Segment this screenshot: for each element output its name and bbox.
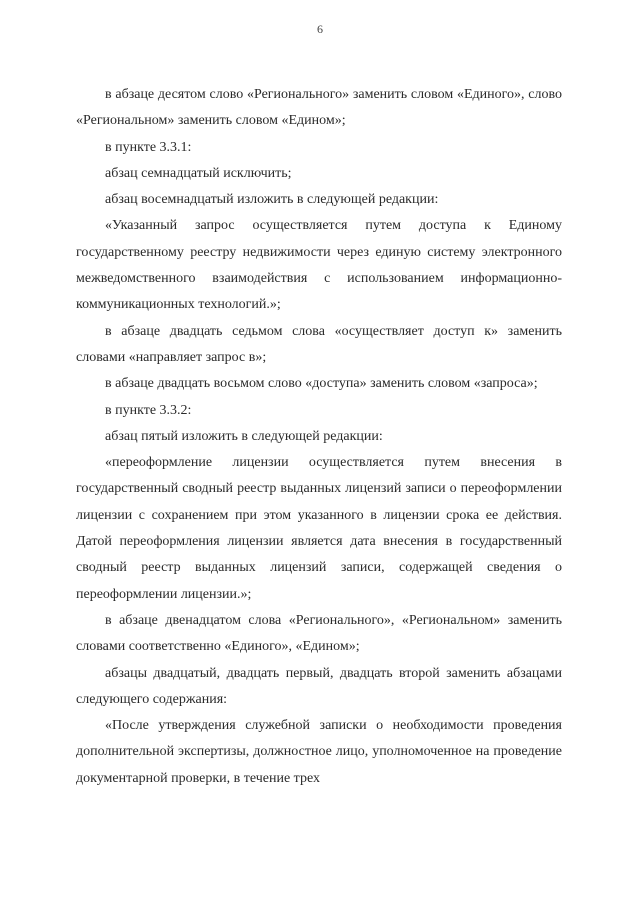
paragraph-3: абзац семнадцатый исключить; xyxy=(105,165,292,181)
paragraph-10: «переоформление лицензии осуществляется путем внесения в государственный сводный реестр выданных лицензий записи о переоформлении лицензии с сохранением при этом указанного в лицензии срока ее действия. Датой переоформления лицензии является дата внесения в государственный сводный реестр выданных лицензий записи, содержащей сведения о переоформлении лицензии.»; xyxy=(76,455,562,602)
paragraph-8: в пункте 3.3.2: xyxy=(105,402,192,418)
page-number: 6 xyxy=(317,22,323,36)
paragraph-1: в абзаце десятом слово «Регионального» заменить словом «Единого», слово «Региональном» заменить словом «Едином»; xyxy=(76,87,562,129)
document-body xyxy=(76,82,562,792)
paragraph-13: «После утверждения служебной записки о необходимости проведения дополнительной экспертизы, должностное лицо, уполномоченное на проведение документарной проверки, в течение трех xyxy=(76,718,562,786)
paragraph-9: абзац пятый изложить в следующей редакции: xyxy=(105,428,383,444)
paragraph-4: абзац восемнадцатый изложить в следующей редакции: xyxy=(105,192,439,208)
paragraph-12: абзацы двадцатый, двадцать первый, двадцать второй заменить абзацами следующего содержания: xyxy=(76,665,562,707)
paragraph-2: в пункте 3.3.1: xyxy=(105,139,192,155)
paragraph-5: «Указанный запрос осуществляется путем доступа к Единому государственному реестру недвижимости через единую систему электронного межведомственного взаимодействия с использованием информационно-коммуникационных технологий.»; xyxy=(76,218,562,313)
paragraph-6: в абзаце двадцать седьмом слова «осуществляет доступ к» заменить словами «направляет запрос в»; xyxy=(76,323,562,365)
paragraph-7: в абзаце двадцать восьмом слово «доступа» заменить словом «запроса»; xyxy=(105,376,538,392)
paragraph-11: в абзаце двенадцатом слова «Регионального», «Региональном» заменить словами соответственно «Единого», «Едином»; xyxy=(76,612,562,655)
